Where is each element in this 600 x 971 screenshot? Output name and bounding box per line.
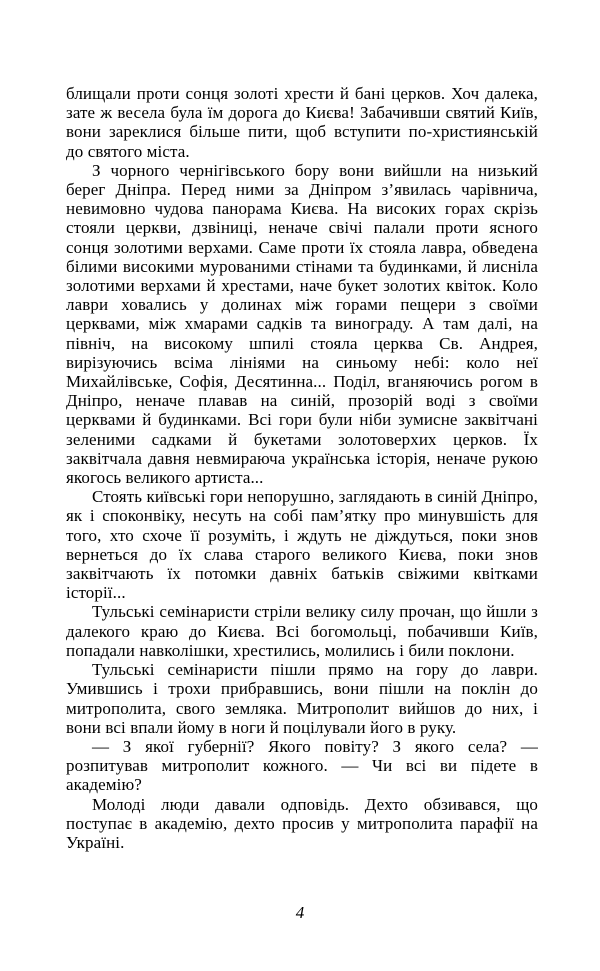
text-block: [66, 84, 538, 852]
paragraph: Тульські семінаристи пішли прямо на гору до лаври. Умившись і трохи прибравшись, вони пішли на поклін до митрополита, свого земляка. Митрополит вийшов до них, і вони всі впали йому в ноги й поцілували його в руку.: [66, 660, 538, 737]
paragraph: Тульські семінаристи стріли велику силу прочан, що йшли з далекого краю до Києва. Всі богомольці, побачивши Київ, попадали навколішки, хрестились, молились і били поклони.: [66, 602, 538, 660]
paragraph: блищали проти сонця золоті хрести й бані церков. Хоч далека, зате ж весела була їм дорога до Києва! Забачивши святий Київ, вони зареклися більше пити, щоб вступити по-християнській до святого міста.: [66, 84, 538, 161]
paragraph-dialogue: — З якої губернії? Якого повіту? З якого села? — розпитував митрополит кожного. — Чи всі ви підете в академію?: [66, 736, 538, 795]
paragraph: Молоді люди давали одповідь. Дехто обзивався, що поступає в академію, дехто просив у митрополита парафії на Україні.: [66, 794, 538, 852]
paragraph: Стоять київські гори непорушно, заглядають в синій Дніпро, як і споконвіку, несуть на собі пам’ятку про минувшість для того, хто схоче її розуміть, і ждуть не діждуться, поки знов вернеться до їх слава старого великого Києва, поки знов заквітчають їх потомки давніх батьків свіжими квітками історії...: [66, 487, 538, 603]
page-number: 4: [295, 903, 305, 922]
paragraph: З чорного чернігівського бору вони вийшли на низький берег Дніпра. Перед ними за Дніпром з’явилась чарівнича, невимовно чудова панорама Києва. На високих горах скрізь стояли церкви, дзвіниці, неначе свічі палали проти ясного сонця золотими верхами. Саме проти їх стояла лавра, обведена білими високими мурованими стінами та будинками, й лисніла золотими верхами й хрестами, наче букет золотих квіток. Коло лаври ховались у долинах між горами пещери з своїми церквами, між хмарами садків та винограду. А там далі, на північ, на високому шпилі стояла церква Св. Андрея, вирізуючись всіма лініями на синьому небі: коло неї Михайлівське, Софія, Десятинна... Поділ, вганяючись рогом в Дніпро, неначе плавав на синій, прозорій воді з своїми церквами й будинками. Всі гори були ніби зумисне заквітчані зеленими садками й букетами золотоверхих церков. Їх заквітчала давня невмираюча українська історія, неначе рукою якогось великого артиста...: [66, 160, 538, 488]
